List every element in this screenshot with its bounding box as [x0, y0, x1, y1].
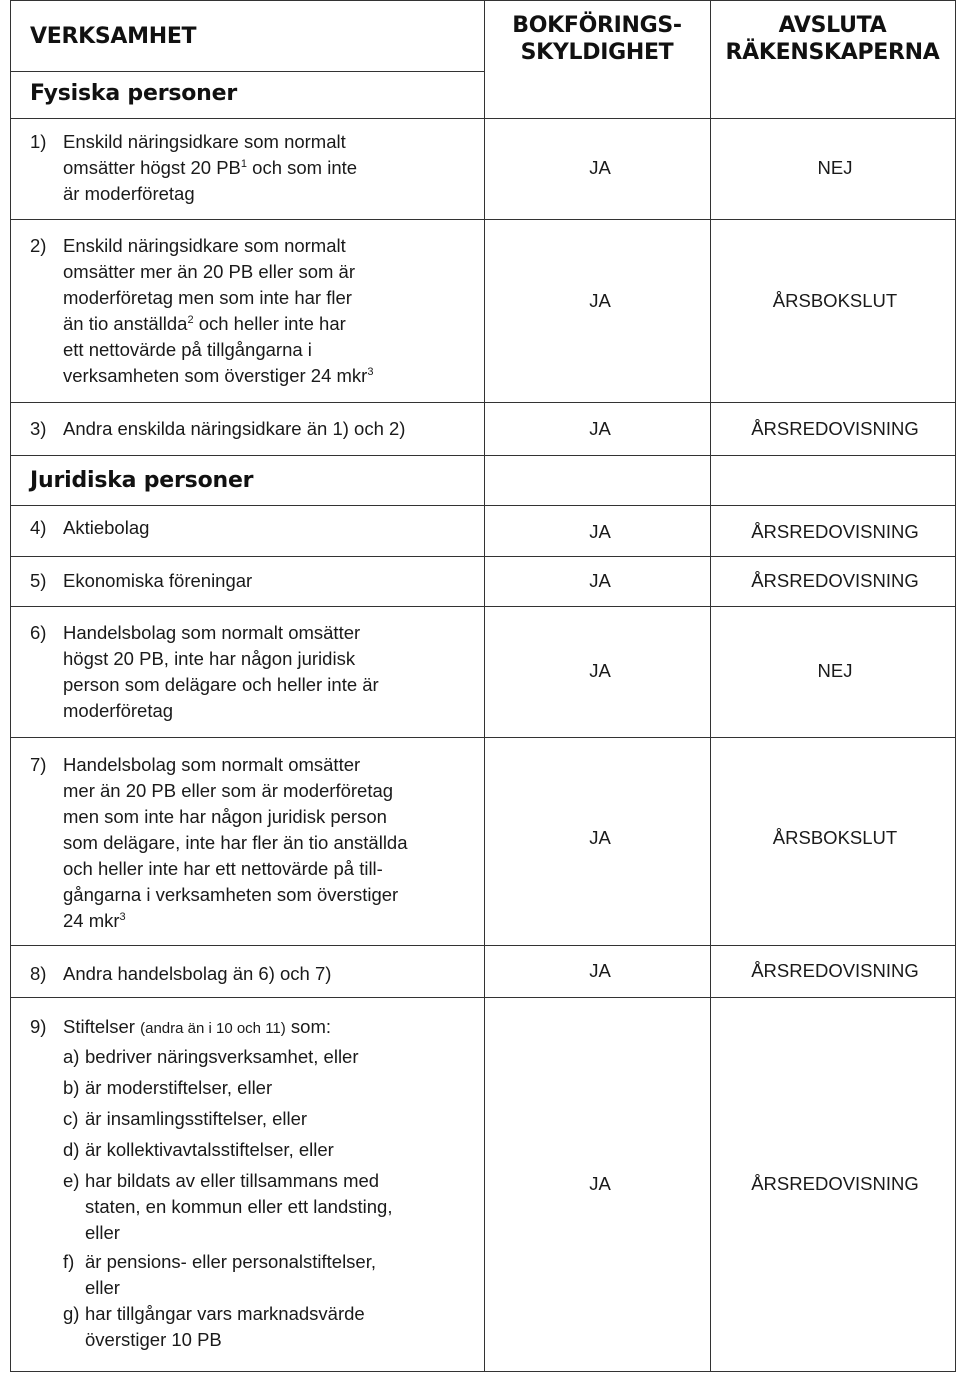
text-line	[63, 363, 373, 389]
footnote-ref: 2	[187, 314, 194, 326]
table-border-bottom	[10, 1371, 955, 1372]
row-divider	[10, 606, 955, 607]
list-item-label: g)	[63, 1303, 80, 1324]
text-line: och heller inte har ett nettovärde på till-	[63, 858, 383, 879]
bokforing-value: JA	[589, 290, 611, 311]
row-number: 3)	[30, 418, 47, 439]
list-item-text	[85, 1075, 272, 1101]
text-fragment: och som inte	[252, 157, 358, 178]
avsluta-value: ÅRSREDOVISNING	[751, 418, 919, 439]
list-item-label: d)	[63, 1139, 80, 1160]
text-line: men som inte har någon juridisk person	[63, 806, 387, 827]
row-divider	[10, 505, 955, 506]
text-fragment: och heller inte har	[198, 313, 346, 334]
list-item-text	[85, 1106, 307, 1132]
text-line: omsätter mer än 20 PB eller som är	[63, 261, 355, 282]
header-line: AVSLUTA	[778, 13, 887, 38]
footnote-ref: 3	[367, 366, 374, 378]
row-divider	[10, 945, 955, 946]
text-line: är moderstiftelser, eller	[85, 1077, 273, 1098]
text-line: är moderföretag	[63, 183, 195, 204]
row-description	[63, 961, 331, 987]
list-item-label: f)	[63, 1251, 75, 1272]
text-fragment: som:	[290, 1016, 331, 1037]
text-line: eller	[85, 1222, 120, 1243]
row-divider	[10, 402, 955, 403]
row-number: 4)	[30, 517, 47, 538]
text-line: eller	[85, 1277, 120, 1298]
list-item-text	[85, 1168, 392, 1246]
text-fragment: omsätter högst 20 PB	[63, 157, 241, 178]
text-line: gångarna i verksamheten som överstiger	[63, 884, 399, 905]
bokforing-value: JA	[589, 1173, 611, 1194]
text-line	[63, 1014, 331, 1042]
avsluta-value: ÅRSBOKSLUT	[772, 827, 898, 848]
list-item-text	[85, 1044, 359, 1070]
text-line: ett nettovärde på tillgångarna i	[63, 339, 312, 360]
row-number: 6)	[30, 622, 47, 643]
row-number: 9)	[30, 1016, 47, 1037]
text-line: Andra enskilda näringsidkare än 1) och 2)	[63, 418, 406, 439]
list-item-text	[85, 1137, 334, 1163]
header-line: BOKFÖRINGS-	[512, 13, 682, 38]
bokforing-value: JA	[589, 660, 611, 681]
text-line: har bildats av eller tillsammans med	[85, 1170, 380, 1191]
text-fragment: 24 mkr	[63, 910, 120, 931]
row-number: 2)	[30, 235, 47, 256]
text-line: Ekonomiska föreningar	[63, 570, 253, 591]
text-line: är insamlingsstiftelser, eller	[85, 1108, 308, 1129]
text-line: Handelsbolag som normalt omsätter	[63, 622, 361, 643]
text-fragment: än tio anställda	[63, 313, 188, 334]
bokforing-value: JA	[589, 960, 611, 981]
column-divider-2	[710, 0, 711, 1372]
list-item-text	[85, 1301, 365, 1353]
row-description	[63, 620, 379, 724]
avsluta-value: ÅRSREDOVISNING	[751, 570, 919, 591]
row-description	[63, 515, 149, 541]
avsluta-value: ÅRSBOKSLUT	[772, 290, 898, 311]
avsluta-value: ÅRSREDOVISNING	[751, 1173, 919, 1194]
text-fragment: verksamheten som överstiger 24 mkr	[63, 365, 368, 386]
text-line: moderföretag men som inte har fler	[63, 287, 352, 308]
text-line	[63, 155, 357, 181]
text-line: har tillgångar vars marknadsvärde	[85, 1303, 365, 1324]
row-description	[63, 129, 357, 207]
avsluta-value: ÅRSREDOVISNING	[751, 521, 919, 542]
row-number: 8)	[30, 963, 47, 984]
header-underline	[10, 71, 484, 72]
list-item-label: b)	[63, 1077, 80, 1098]
row-divider	[10, 219, 955, 220]
text-line: Enskild näringsidkare som normalt	[63, 235, 346, 256]
section-heading-fysiska: Fysiska personer	[30, 81, 237, 106]
row-divider	[10, 556, 955, 557]
text-line	[63, 908, 408, 934]
row-divider	[10, 737, 955, 738]
text-line: mer än 20 PB eller som är moderföretag	[63, 780, 394, 801]
text-line: högst 20 PB, inte har någon juridisk	[63, 648, 356, 669]
bokforing-value: JA	[589, 570, 611, 591]
bokforing-value: JA	[589, 418, 611, 439]
table-border-top	[10, 0, 955, 1]
header-bokforingsskyldighet	[484, 12, 710, 66]
text-line: Andra handelsbolag än 6) och 7)	[63, 963, 332, 984]
text-line: är pensions- eller personalstiftelser,	[85, 1251, 377, 1272]
row-description	[63, 1014, 331, 1042]
list-item-text	[85, 1249, 376, 1301]
list-item-label: e)	[63, 1170, 80, 1191]
header-line: SKYLDIGHET	[520, 40, 674, 65]
header-line: RÄKENSKAPERNA	[725, 40, 940, 65]
text-line: överstiger 10 PB	[85, 1329, 222, 1350]
footnote-ref: 3	[119, 911, 126, 923]
row-description	[63, 416, 405, 442]
row-description	[63, 568, 252, 594]
avsluta-value: NEJ	[817, 660, 853, 681]
avsluta-value: NEJ	[817, 157, 853, 178]
row-number: 5)	[30, 570, 47, 591]
text-line: är kollektivavtalsstiftelser, eller	[85, 1139, 334, 1160]
row-description	[63, 233, 373, 389]
bokforing-value: JA	[589, 157, 611, 178]
text-line: Aktiebolag	[63, 517, 150, 538]
row-divider	[10, 118, 955, 119]
row-number: 1)	[30, 131, 47, 152]
header-avsluta-rakenskaperna	[710, 12, 955, 66]
list-item-label: c)	[63, 1108, 79, 1129]
text-line: staten, en kommun eller ett landsting,	[85, 1196, 393, 1217]
text-line: Handelsbolag som normalt omsätter	[63, 754, 361, 775]
text-fragment: (andra än i 10 och 11)	[140, 1020, 286, 1037]
text-line: person som delägare och heller inte är	[63, 674, 379, 695]
column-divider-1	[484, 0, 485, 1372]
row-number: 7)	[30, 754, 47, 775]
text-line: som delägare, inte har fler än tio anställda	[63, 832, 408, 853]
text-line: Enskild näringsidkare som normalt	[63, 131, 346, 152]
table-border-left	[10, 0, 11, 1372]
table-border-right	[955, 0, 956, 1372]
bokforing-value: JA	[589, 827, 611, 848]
text-line: moderföretag	[63, 700, 174, 721]
row-divider	[10, 997, 955, 998]
section-heading-juridiska: Juridiska personer	[30, 468, 254, 493]
row-divider	[10, 455, 955, 456]
list-item-label: a)	[63, 1046, 80, 1067]
footnote-ref: 1	[240, 158, 248, 170]
bokforing-value: JA	[589, 521, 611, 542]
avsluta-value: ÅRSREDOVISNING	[751, 960, 919, 981]
text-line: bedriver näringsverksamhet, eller	[85, 1046, 359, 1067]
text-line	[63, 311, 373, 337]
row-description	[63, 752, 408, 934]
header-verksamhet: VERKSAMHET	[30, 24, 197, 49]
text-fragment: Stiftelser	[63, 1016, 135, 1037]
